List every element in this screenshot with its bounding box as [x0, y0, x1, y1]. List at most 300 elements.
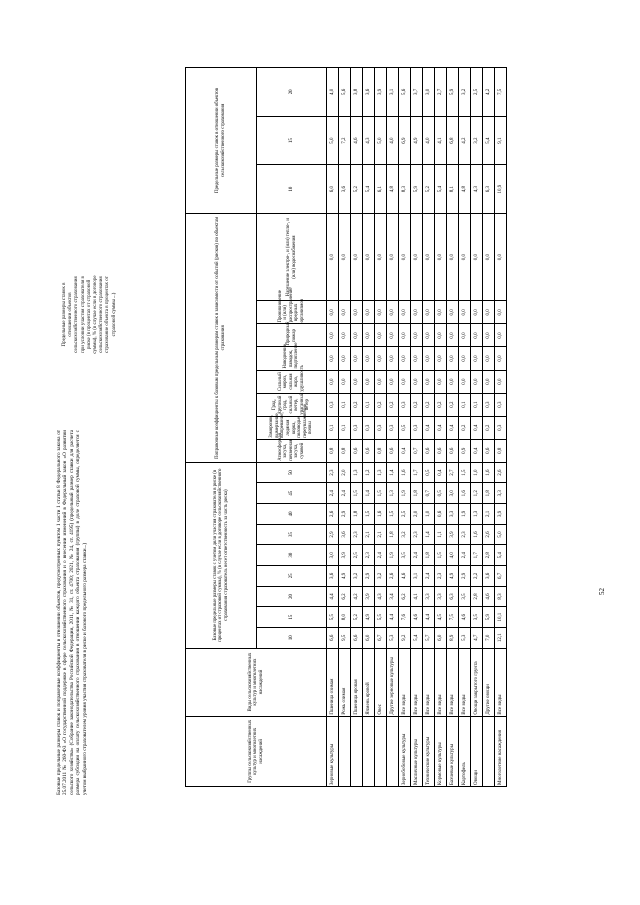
share-cell: 4,5 — [435, 607, 447, 628]
header-limit-20: 20 — [257, 68, 327, 117]
share-cell: 6,3 — [447, 586, 459, 607]
share-cell: 4,6 — [411, 607, 423, 628]
row-group: Зернобобовые культуры — [399, 716, 411, 786]
coef-cell: 0,8 — [375, 439, 387, 462]
share-cell: 3,5 — [471, 607, 483, 628]
coef-cell: 0,4 — [447, 416, 459, 439]
share-cell: 1,5 — [375, 483, 387, 504]
share-cell: 3,0 — [327, 545, 339, 566]
share-cell: 0,7 — [423, 483, 435, 504]
limit-cell: 5,0 — [327, 116, 339, 165]
share-cell: 5,9 — [483, 607, 495, 628]
share-cell: 10,1 — [495, 607, 507, 628]
row-group — [375, 716, 387, 786]
coef-cell: 0,0 — [327, 370, 339, 393]
coef-cell: 0,1 — [339, 393, 351, 416]
share-cell: 5,4 — [411, 627, 423, 648]
header-group: Группы сельскохозяйственных культур и многолетних насаждений — [186, 716, 327, 786]
share-cell: 2,7 — [447, 462, 459, 483]
share-cell: 2,4 — [339, 483, 351, 504]
share-cell: 2,1 — [375, 524, 387, 545]
share-cell: 3,5 — [459, 586, 471, 607]
coef-cell: 0,0 — [327, 213, 339, 300]
header-share-25: 25 — [257, 566, 327, 587]
coef-cell: 0,8 — [327, 439, 339, 462]
share-cell: 6,2 — [399, 586, 411, 607]
coef-cell: 0,0 — [483, 347, 495, 370]
coef-cell: 0,0 — [351, 301, 363, 324]
coef-cell: 0,7 — [411, 439, 423, 462]
coef-cell: 0,0 — [435, 347, 447, 370]
share-cell: 4,4 — [423, 607, 435, 628]
header-coef-7: Нарушение электро-, и (или) тепло-, и (или) водоснабжения — [257, 213, 327, 300]
share-cell: 1,9 — [459, 504, 471, 525]
share-cell: 8,9 — [447, 627, 459, 648]
coef-cell: 0,0 — [339, 301, 351, 324]
share-cell: 2,9 — [363, 566, 375, 587]
coef-cell: 0,4 — [423, 416, 435, 439]
share-cell: 2,0 — [339, 462, 351, 483]
share-cell: 3,9 — [495, 504, 507, 525]
header-share-10: 10 — [257, 627, 327, 648]
coef-cell: 0,0 — [423, 301, 435, 324]
table-row — [387, 68, 399, 787]
coef-cell: 0,0 — [375, 213, 387, 300]
coef-cell: 0,1 — [327, 416, 339, 439]
coef-cell: 0,6 — [435, 439, 447, 462]
coef-cell: 0,0 — [495, 324, 507, 347]
coef-cell: 0,1 — [339, 416, 351, 439]
coef-cell: 0,3 — [387, 416, 399, 439]
coef-cell: 0,5 — [399, 416, 411, 439]
header-kind: Виды сельскохозяйственных культур и многолетних насаждений — [186, 648, 327, 716]
table-row — [483, 68, 495, 787]
share-cell: 1,3 — [351, 462, 363, 483]
share-cell: 1,6 — [459, 483, 471, 504]
limit-cell: 8,3 — [399, 165, 411, 214]
share-cell: 1,0 — [471, 462, 483, 483]
share-cell: 3,6 — [483, 566, 495, 587]
share-cell: 1,0 — [423, 504, 435, 525]
limit-cell: 4,2 — [483, 68, 495, 117]
share-cell: 1,4 — [363, 483, 375, 504]
share-cell: 2,1 — [483, 504, 495, 525]
row-kind: Ячмень яровой — [363, 648, 375, 716]
share-cell: 6,2 — [339, 586, 351, 607]
share-cell: 1,6 — [471, 524, 483, 545]
limit-cell: 5,9 — [411, 165, 423, 214]
share-cell: 4,1 — [411, 586, 423, 607]
share-cell: 2,3 — [327, 462, 339, 483]
header-share-35: 35 — [257, 524, 327, 545]
row-kind: Пшеница яровая — [351, 648, 363, 716]
row-kind: Все виды — [447, 648, 459, 716]
coef-cell: 0,0 — [399, 213, 411, 300]
share-cell: 4,9 — [447, 566, 459, 587]
limit-cell: 4,2 — [459, 116, 471, 165]
row-group — [351, 716, 363, 786]
share-cell: 2,8 — [471, 586, 483, 607]
header-limit-10: 10 — [257, 165, 327, 214]
header-limit-rates: Предельные размеры ставок в отношении объектов сельскохозяйственного страхования — [186, 68, 257, 214]
share-cell: 3,6 — [327, 566, 339, 587]
coef-cell: 0,0 — [399, 370, 411, 393]
share-cell: 0,5 — [435, 483, 447, 504]
share-cell: 2,4 — [327, 483, 339, 504]
right-note: Предельные размеры ставок в отношении объектов сельскохозяйственного страхования при условии участия страхователя в риске (в процентах от страховой суммы), % (в случае если в договоре сельскохозяйственного страхования страхование объекта в процентах от страховой суммы ...) — [62, 275, 117, 354]
share-cell: 4,6 — [459, 607, 471, 628]
limit-cell: 5,4 — [435, 165, 447, 214]
header-coef-1: Заморозок, вымерзание, выпревание, ледяная корка, половодье, переувлажнение почвы — [257, 416, 327, 439]
coef-cell: 0,0 — [459, 213, 471, 300]
share-cell: 3,3 — [447, 504, 459, 525]
coef-cell: 0,0 — [447, 324, 459, 347]
share-cell: 2,6 — [483, 524, 495, 545]
coef-cell: 0,2 — [387, 393, 399, 416]
limit-cell: 4,0 — [387, 116, 399, 165]
limit-cell: 4,0 — [327, 68, 339, 117]
share-cell: 1,6 — [375, 504, 387, 525]
share-cell: 0,6 — [435, 504, 447, 525]
limit-cell: 8,1 — [447, 165, 459, 214]
coef-cell: 0,0 — [375, 370, 387, 393]
share-cell: 1,6 — [399, 462, 411, 483]
row-group: Кормовые культуры — [435, 716, 447, 786]
rates-table — [185, 67, 507, 787]
share-cell: 2,3 — [459, 524, 471, 545]
share-cell: 3,3 — [423, 586, 435, 607]
coef-cell: 0,0 — [447, 347, 459, 370]
share-cell: 1,5 — [387, 504, 399, 525]
coef-cell: 0,0 — [351, 347, 363, 370]
share-cell: 3,9 — [447, 524, 459, 545]
share-cell: 2,8 — [483, 545, 495, 566]
coef-cell: 0,0 — [471, 370, 483, 393]
limit-cell: 3,7 — [411, 68, 423, 117]
limit-cell: 4,8 — [459, 165, 471, 214]
limit-cell: 5,4 — [363, 165, 375, 214]
limit-cell: 3,8 — [351, 68, 363, 117]
share-cell: 4,7 — [471, 627, 483, 648]
table-row — [375, 68, 387, 787]
coef-cell: 0,0 — [471, 347, 483, 370]
share-cell: 3,1 — [411, 566, 423, 587]
row-kind: Овощи закрытого грунта — [471, 648, 483, 716]
share-cell: 4,3 — [375, 586, 387, 607]
coef-cell: 0,4 — [471, 439, 483, 462]
coef-cell: 0,0 — [351, 213, 363, 300]
share-cell: 3,0 — [447, 483, 459, 504]
share-cell: 2,6 — [387, 566, 399, 587]
table-row — [339, 68, 351, 787]
coef-cell: 0,2 — [411, 393, 423, 416]
intro-paragraph: Базовые предельные размеры ставок и поправочные коэффициенты в отношении объектов, предусмотренных пунктом 1 части 1 статьи 8 Федерального закона от 25.07.2011 № 260-ФЗ «О государственной поддержке в сфере сельскохозяйственного страхования и о внесении изменений в Федеральный закон «О развитии сельского хозяйства» (Собрание законодательства Российской Федерации, 2011, № 31, ст. 4700; 2021, № 24, ст. 4195) (предельный размер ставки для расчета размера субсидии на оплату сельскохозяйственного страхования в отношении каждого объекта страхования (группы) в доле страховой суммы, определяется с учетом выбранного страхователем уровня участия страхователя в риске и базового предельного размера ставки...) — [56, 430, 88, 795]
coef-cell: 0,0 — [339, 213, 351, 300]
coef-cell: 0,3 — [495, 416, 507, 439]
coef-cell: 0,1 — [471, 393, 483, 416]
limit-cell: 5,9 — [447, 68, 459, 117]
header-share-45: 45 — [257, 483, 327, 504]
table-row — [435, 68, 447, 787]
share-cell: 4,4 — [327, 586, 339, 607]
share-cell: 5,3 — [459, 627, 471, 648]
coef-cell: 0,3 — [327, 393, 339, 416]
share-cell: 1,5 — [351, 483, 363, 504]
header-share-30: 30 — [257, 545, 327, 566]
coef-cell: 0,2 — [459, 416, 471, 439]
header-share-40: 40 — [257, 504, 327, 525]
row-group — [483, 716, 495, 786]
table-row — [471, 68, 483, 787]
limit-cell: 4,1 — [435, 116, 447, 165]
share-cell: 1,9 — [387, 545, 399, 566]
limit-cell: 7,2 — [339, 116, 351, 165]
row-kind: Все виды — [411, 648, 423, 716]
coef-cell: 0,6 — [483, 439, 495, 462]
coef-cell: 0,0 — [387, 213, 399, 300]
share-cell: 6,7 — [495, 566, 507, 587]
coef-cell: 0,0 — [375, 301, 387, 324]
coef-cell: 0,0 — [423, 370, 435, 393]
share-cell: 1,8 — [351, 504, 363, 525]
limit-cell: 3,6 — [339, 165, 351, 214]
coef-cell: 0,2 — [375, 393, 387, 416]
coef-cell: 0,0 — [483, 213, 495, 300]
row-group: Многолетние насаждения — [495, 716, 507, 786]
coef-cell: 0,1 — [459, 393, 471, 416]
row-group — [339, 716, 351, 786]
share-cell: 1,1 — [435, 524, 447, 545]
coef-cell: 0,3 — [399, 393, 411, 416]
share-cell: 6,6 — [327, 627, 339, 648]
coef-cell: 0,0 — [435, 213, 447, 300]
header-share-50: 50 — [257, 462, 327, 483]
row-group — [363, 716, 375, 786]
header-share-15: 15 — [257, 607, 327, 628]
coef-cell: 0,0 — [411, 347, 423, 370]
coef-cell: 0,0 — [411, 301, 423, 324]
limit-cell: 9,1 — [495, 116, 507, 165]
share-cell: 1,3 — [387, 483, 399, 504]
coef-cell: 0,0 — [387, 370, 399, 393]
coef-cell: 0,0 — [423, 213, 435, 300]
share-cell: 2,4 — [411, 545, 423, 566]
share-cell: 4,6 — [483, 586, 495, 607]
coef-cell: 0,6 — [447, 439, 459, 462]
share-cell: 5,5 — [375, 607, 387, 628]
share-cell: 7,0 — [483, 627, 495, 648]
coef-cell: 0,6 — [423, 439, 435, 462]
coef-cell: 0,0 — [423, 347, 435, 370]
limit-cell: 3,9 — [375, 68, 387, 117]
share-cell: 8,0 — [339, 607, 351, 628]
limit-cell: 5,4 — [483, 116, 495, 165]
share-cell: 2,3 — [435, 566, 447, 587]
table-row — [495, 68, 507, 787]
limit-cell: 3,2 — [459, 68, 471, 117]
share-cell: 3,9 — [339, 545, 351, 566]
share-cell: 4,2 — [351, 586, 363, 607]
coef-cell: 0,4 — [399, 439, 411, 462]
coef-cell: 0,0 — [351, 324, 363, 347]
limit-cell: 4,6 — [351, 116, 363, 165]
coef-cell: 0,0 — [483, 301, 495, 324]
share-cell: 2,9 — [327, 524, 339, 545]
coef-cell: 0,2 — [447, 393, 459, 416]
limit-cell: 5,6 — [339, 68, 351, 117]
header-share-20: 20 — [257, 586, 327, 607]
coef-cell: 0,0 — [495, 370, 507, 393]
coef-cell: 0,4 — [435, 416, 447, 439]
share-cell: 6,7 — [375, 627, 387, 648]
limit-cell: 4,0 — [423, 116, 435, 165]
coef-cell: 0,0 — [399, 301, 411, 324]
coef-cell: 0,0 — [327, 347, 339, 370]
share-cell: 4,6 — [399, 566, 411, 587]
share-cell: 1,2 — [471, 483, 483, 504]
coef-cell: 0,3 — [495, 393, 507, 416]
share-cell: 1,8 — [387, 524, 399, 545]
share-cell: 0,4 — [435, 462, 447, 483]
coef-cell: 0,6 — [363, 439, 375, 462]
share-cell: 7,6 — [399, 607, 411, 628]
row-kind: Овес — [375, 648, 387, 716]
coef-cell: 0,2 — [351, 393, 363, 416]
limit-cell: 4,3 — [363, 116, 375, 165]
share-cell: 2,3 — [411, 524, 423, 545]
share-cell: 2,2 — [471, 566, 483, 587]
coef-cell: 0,0 — [483, 370, 495, 393]
coef-cell: 0,0 — [339, 347, 351, 370]
limit-cell: 6,9 — [399, 116, 411, 165]
coef-cell: 0,0 — [495, 347, 507, 370]
header-coef-4: Наводнение, паводок, подтопление — [257, 347, 327, 370]
header-coef-6: Проникновение и (или) распространение вредных организмов — [257, 301, 327, 324]
coef-cell: 0,0 — [399, 324, 411, 347]
share-cell: 1,9 — [399, 483, 411, 504]
coef-cell: 0,3 — [375, 416, 387, 439]
coef-cell: 0,0 — [363, 213, 375, 300]
limit-cell: 6,1 — [375, 165, 387, 214]
share-cell: 3,3 — [495, 483, 507, 504]
share-cell: 9,2 — [399, 627, 411, 648]
share-cell: 0,5 — [423, 462, 435, 483]
coef-cell: 0,0 — [459, 370, 471, 393]
coef-cell: 0,3 — [363, 416, 375, 439]
coef-cell: 0,0 — [459, 301, 471, 324]
coef-cell: 0,0 — [495, 213, 507, 300]
coef-cell: 0,0 — [363, 324, 375, 347]
share-cell: 3,2 — [351, 566, 363, 587]
table-row — [399, 68, 411, 787]
coef-cell: 0,0 — [327, 301, 339, 324]
coef-cell: 0,0 — [435, 370, 447, 393]
share-cell: 3,9 — [363, 586, 375, 607]
coef-cell: 0,0 — [471, 213, 483, 300]
coef-cell: 0,0 — [411, 370, 423, 393]
share-cell: 2,4 — [423, 566, 435, 587]
header-coef-3: Сильный мороз, сильная жара, удушливость — [257, 370, 327, 393]
header-base-rates: Базовые предельные размеры ставок с учетом доли участия страхователя в риске (в процентах от страховой суммы), % (в случае если в договоре сельскохозяйственного страхования страхователь несет ответственность за часть риска) — [186, 462, 257, 648]
share-cell: 5,4 — [495, 545, 507, 566]
row-group: Зерновые культуры — [327, 716, 339, 786]
coef-cell: 0,0 — [483, 324, 495, 347]
coef-cell: 0,0 — [435, 324, 447, 347]
table-row — [411, 68, 423, 787]
limit-cell: 3,2 — [471, 116, 483, 165]
share-cell: 2,9 — [339, 504, 351, 525]
row-kind: Все виды — [459, 648, 471, 716]
share-cell: 4,4 — [387, 607, 399, 628]
coef-cell: 0,2 — [483, 416, 495, 439]
row-kind: Другие зерновые культуры — [387, 648, 399, 716]
share-cell: 5,5 — [327, 607, 339, 628]
limit-cell: 2,7 — [435, 68, 447, 117]
share-cell: 3,4 — [387, 586, 399, 607]
limit-cell: 2,5 — [471, 68, 483, 117]
share-cell: 5,3 — [387, 627, 399, 648]
limit-cell: 6,3 — [483, 165, 495, 214]
limit-cell: 6,0 — [327, 165, 339, 214]
coef-cell: 0,3 — [483, 393, 495, 416]
share-cell: 1,5 — [363, 504, 375, 525]
coef-cell: 0,0 — [447, 301, 459, 324]
coef-cell: 0,0 — [447, 213, 459, 300]
coef-cell: 0,0 — [351, 370, 363, 393]
share-cell: 1,5 — [459, 462, 471, 483]
coef-cell: 0,0 — [399, 347, 411, 370]
row-kind: Все виды — [435, 648, 447, 716]
coef-cell: 0,0 — [375, 324, 387, 347]
coef-cell: 0,6 — [387, 439, 399, 462]
coef-cell: 0,2 — [423, 393, 435, 416]
share-cell: 2,3 — [351, 524, 363, 545]
coef-cell: 0,0 — [423, 324, 435, 347]
share-cell: 3,2 — [375, 566, 387, 587]
share-cell: 2,6 — [327, 504, 339, 525]
limit-cell: 5,0 — [375, 116, 387, 165]
row-kind: Другие овощи — [483, 648, 495, 716]
coef-cell: 0,0 — [411, 213, 423, 300]
share-cell: 3,2 — [399, 524, 411, 545]
coef-cell: 0,0 — [387, 324, 399, 347]
share-cell: 2,0 — [411, 504, 423, 525]
row-group: Бахчевые культуры — [447, 716, 459, 786]
share-cell: 2,4 — [459, 545, 471, 566]
row-group: Овощи — [471, 716, 483, 786]
coef-cell: 0,0 — [363, 301, 375, 324]
limit-cell: 3,0 — [423, 68, 435, 117]
row-group: Технические культуры — [423, 716, 435, 786]
share-cell: 1,8 — [483, 483, 495, 504]
coef-cell: 0,0 — [459, 347, 471, 370]
header-coef-5: Природный пожар — [257, 324, 327, 347]
coef-cell: 0,0 — [447, 370, 459, 393]
limit-cell: 10,9 — [495, 165, 507, 214]
row-group — [387, 716, 399, 786]
share-cell: 2,9 — [459, 566, 471, 587]
row-group: Картофель — [459, 716, 471, 786]
limit-cell: 5,2 — [351, 165, 363, 214]
coef-cell: 0,0 — [387, 347, 399, 370]
coef-cell: 0,0 — [375, 347, 387, 370]
share-cell: 1,3 — [471, 504, 483, 525]
page-number: 52 — [598, 588, 606, 595]
share-cell: 1,4 — [387, 462, 399, 483]
coef-cell: 0,0 — [327, 324, 339, 347]
limit-cell: 4,8 — [387, 165, 399, 214]
share-cell: 12,1 — [495, 627, 507, 648]
